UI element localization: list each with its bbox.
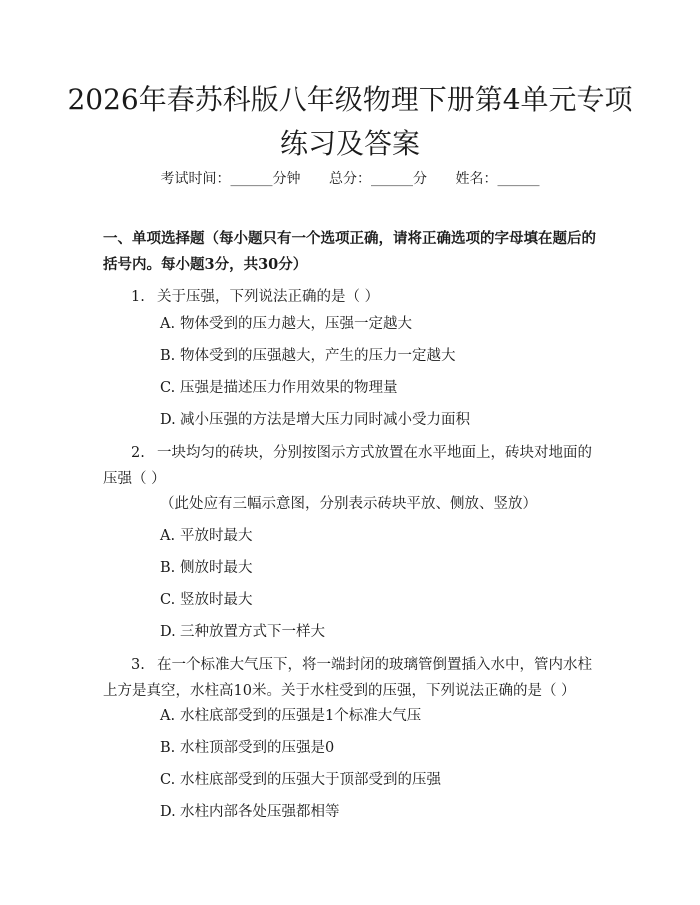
question-3-option-b [160, 738, 620, 758]
question-1-option-c [160, 378, 620, 398]
option-text: 水柱底部受到的压强是1个标准大气压 [180, 708, 422, 724]
exam-time-label: 考试时间：______分钟 [160, 171, 301, 187]
option-letter: B. [160, 560, 176, 576]
question-3-option-a [160, 706, 620, 726]
question-text: 关于压强，下列说法正确的是（ ） [157, 289, 380, 305]
question-3-option-c [160, 770, 620, 790]
option-letter: A. [160, 316, 176, 332]
option-letter: C. [160, 380, 176, 396]
option-text: 物体受到的压力越大，压强一定越大 [180, 316, 412, 332]
option-text: 水柱底部受到的压强大于顶部受到的压强 [180, 772, 441, 788]
exam-score-label: 总分：______分 [329, 171, 427, 187]
question-1-option-d [160, 410, 620, 430]
option-text: 侧放时最大 [180, 560, 253, 576]
option-text: 物体受到的压强越大，产生的压力一定越大 [180, 348, 456, 364]
option-text: 水柱顶部受到的压强是0 [180, 740, 335, 756]
question-text: 在一个标准大气压下，将一端封闭的玻璃管倒置插入水中，管内水柱上方是真空，水柱高10米。关于水柱受到的压强，下列说法正确的是（ ） [103, 657, 592, 699]
option-text: 竖放时最大 [180, 592, 253, 608]
option-text: 三种放置方式下一样大 [180, 624, 325, 640]
question-number: 3. [131, 657, 145, 673]
option-letter: B. [160, 740, 176, 756]
option-letter: D. [160, 624, 176, 640]
option-letter: D. [160, 804, 176, 820]
option-text: 水柱内部各处压强都相等 [180, 804, 340, 820]
question-3 [103, 652, 600, 704]
option-letter: C. [160, 592, 176, 608]
question-1 [103, 284, 600, 310]
question-1-option-b [160, 346, 620, 366]
section-heading: 一、单项选择题（每小题只有一个选项正确，请将正确选项的字母填在题后的括号内。每小题3分，共30分） [103, 230, 596, 273]
question-2-option-c [160, 590, 620, 610]
option-letter: A. [160, 528, 176, 544]
option-text: 压强是描述压力作用效果的物理量 [180, 380, 398, 396]
option-letter: B. [160, 348, 176, 364]
option-text: 减小压强的方法是增大压力同时减小受力面积 [180, 412, 470, 428]
question-2-option-a [160, 526, 620, 546]
document-title: 2026年春苏科版八年级物理下册第4单元专项练习及答案 [67, 83, 633, 160]
question-3-option-d [160, 802, 620, 822]
question-2-option-b [160, 558, 620, 578]
exam-info-line [0, 168, 700, 188]
exam-name-label: 姓名：______ [455, 171, 540, 187]
option-letter: A. [160, 708, 176, 724]
question-1-option-a [160, 314, 620, 334]
question-number: 2. [131, 445, 145, 461]
question-text: 一块均匀的砖块，分别按图示方式放置在水平地面上，砖块对地面的压强（ ） [103, 445, 592, 487]
option-letter: C. [160, 772, 176, 788]
question-2-option-d [160, 622, 620, 642]
question-2 [103, 440, 600, 492]
question-number: 1. [131, 289, 145, 305]
option-text: 平放时最大 [180, 528, 253, 544]
figure-placeholder-note: （此处应有三幅示意图，分别表示砖块平放、侧放、竖放） [160, 496, 537, 512]
option-letter: D. [160, 412, 176, 428]
